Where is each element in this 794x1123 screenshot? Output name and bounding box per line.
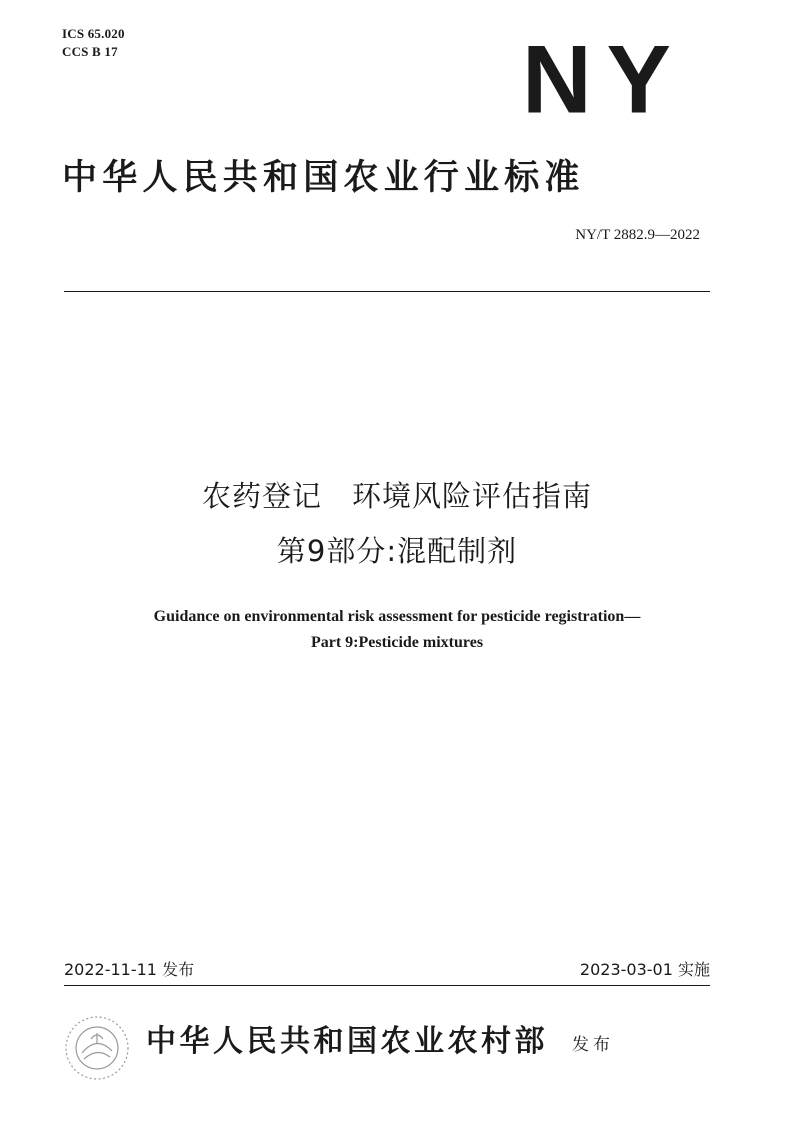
top-divider [64, 291, 710, 292]
english-title-line-2: Part 9:Pesticide mixtures [310, 634, 484, 651]
bottom-divider [64, 985, 710, 986]
chinese-title-line-1: 农药登记 环境风险评估指南 [201, 479, 592, 513]
issued-label: 发布 [572, 1035, 614, 1055]
standard-number: NY/T 2882.9—2022 [575, 227, 700, 243]
implementation-date: 2023-03-01 实施 [579, 960, 710, 979]
issue-date: 2022-11-11 发布 [64, 960, 195, 979]
chinese-title-line-2: 第9部分:混配制剂 [276, 534, 518, 568]
ny-logo: NY [522, 26, 686, 134]
issuing-ministry: 中华人民共和国农业农村部 [146, 1024, 548, 1059]
english-title-line-1: Guidance on environmental risk assessment for pesticide registration— [153, 608, 641, 625]
ministry-seal-icon [62, 1013, 132, 1083]
ccs-code: CCS B 17 [62, 44, 118, 59]
standard-category-title: 中华人民共和国农业行业标准 [62, 158, 585, 198]
ics-code: ICS 65.020 [62, 26, 125, 41]
